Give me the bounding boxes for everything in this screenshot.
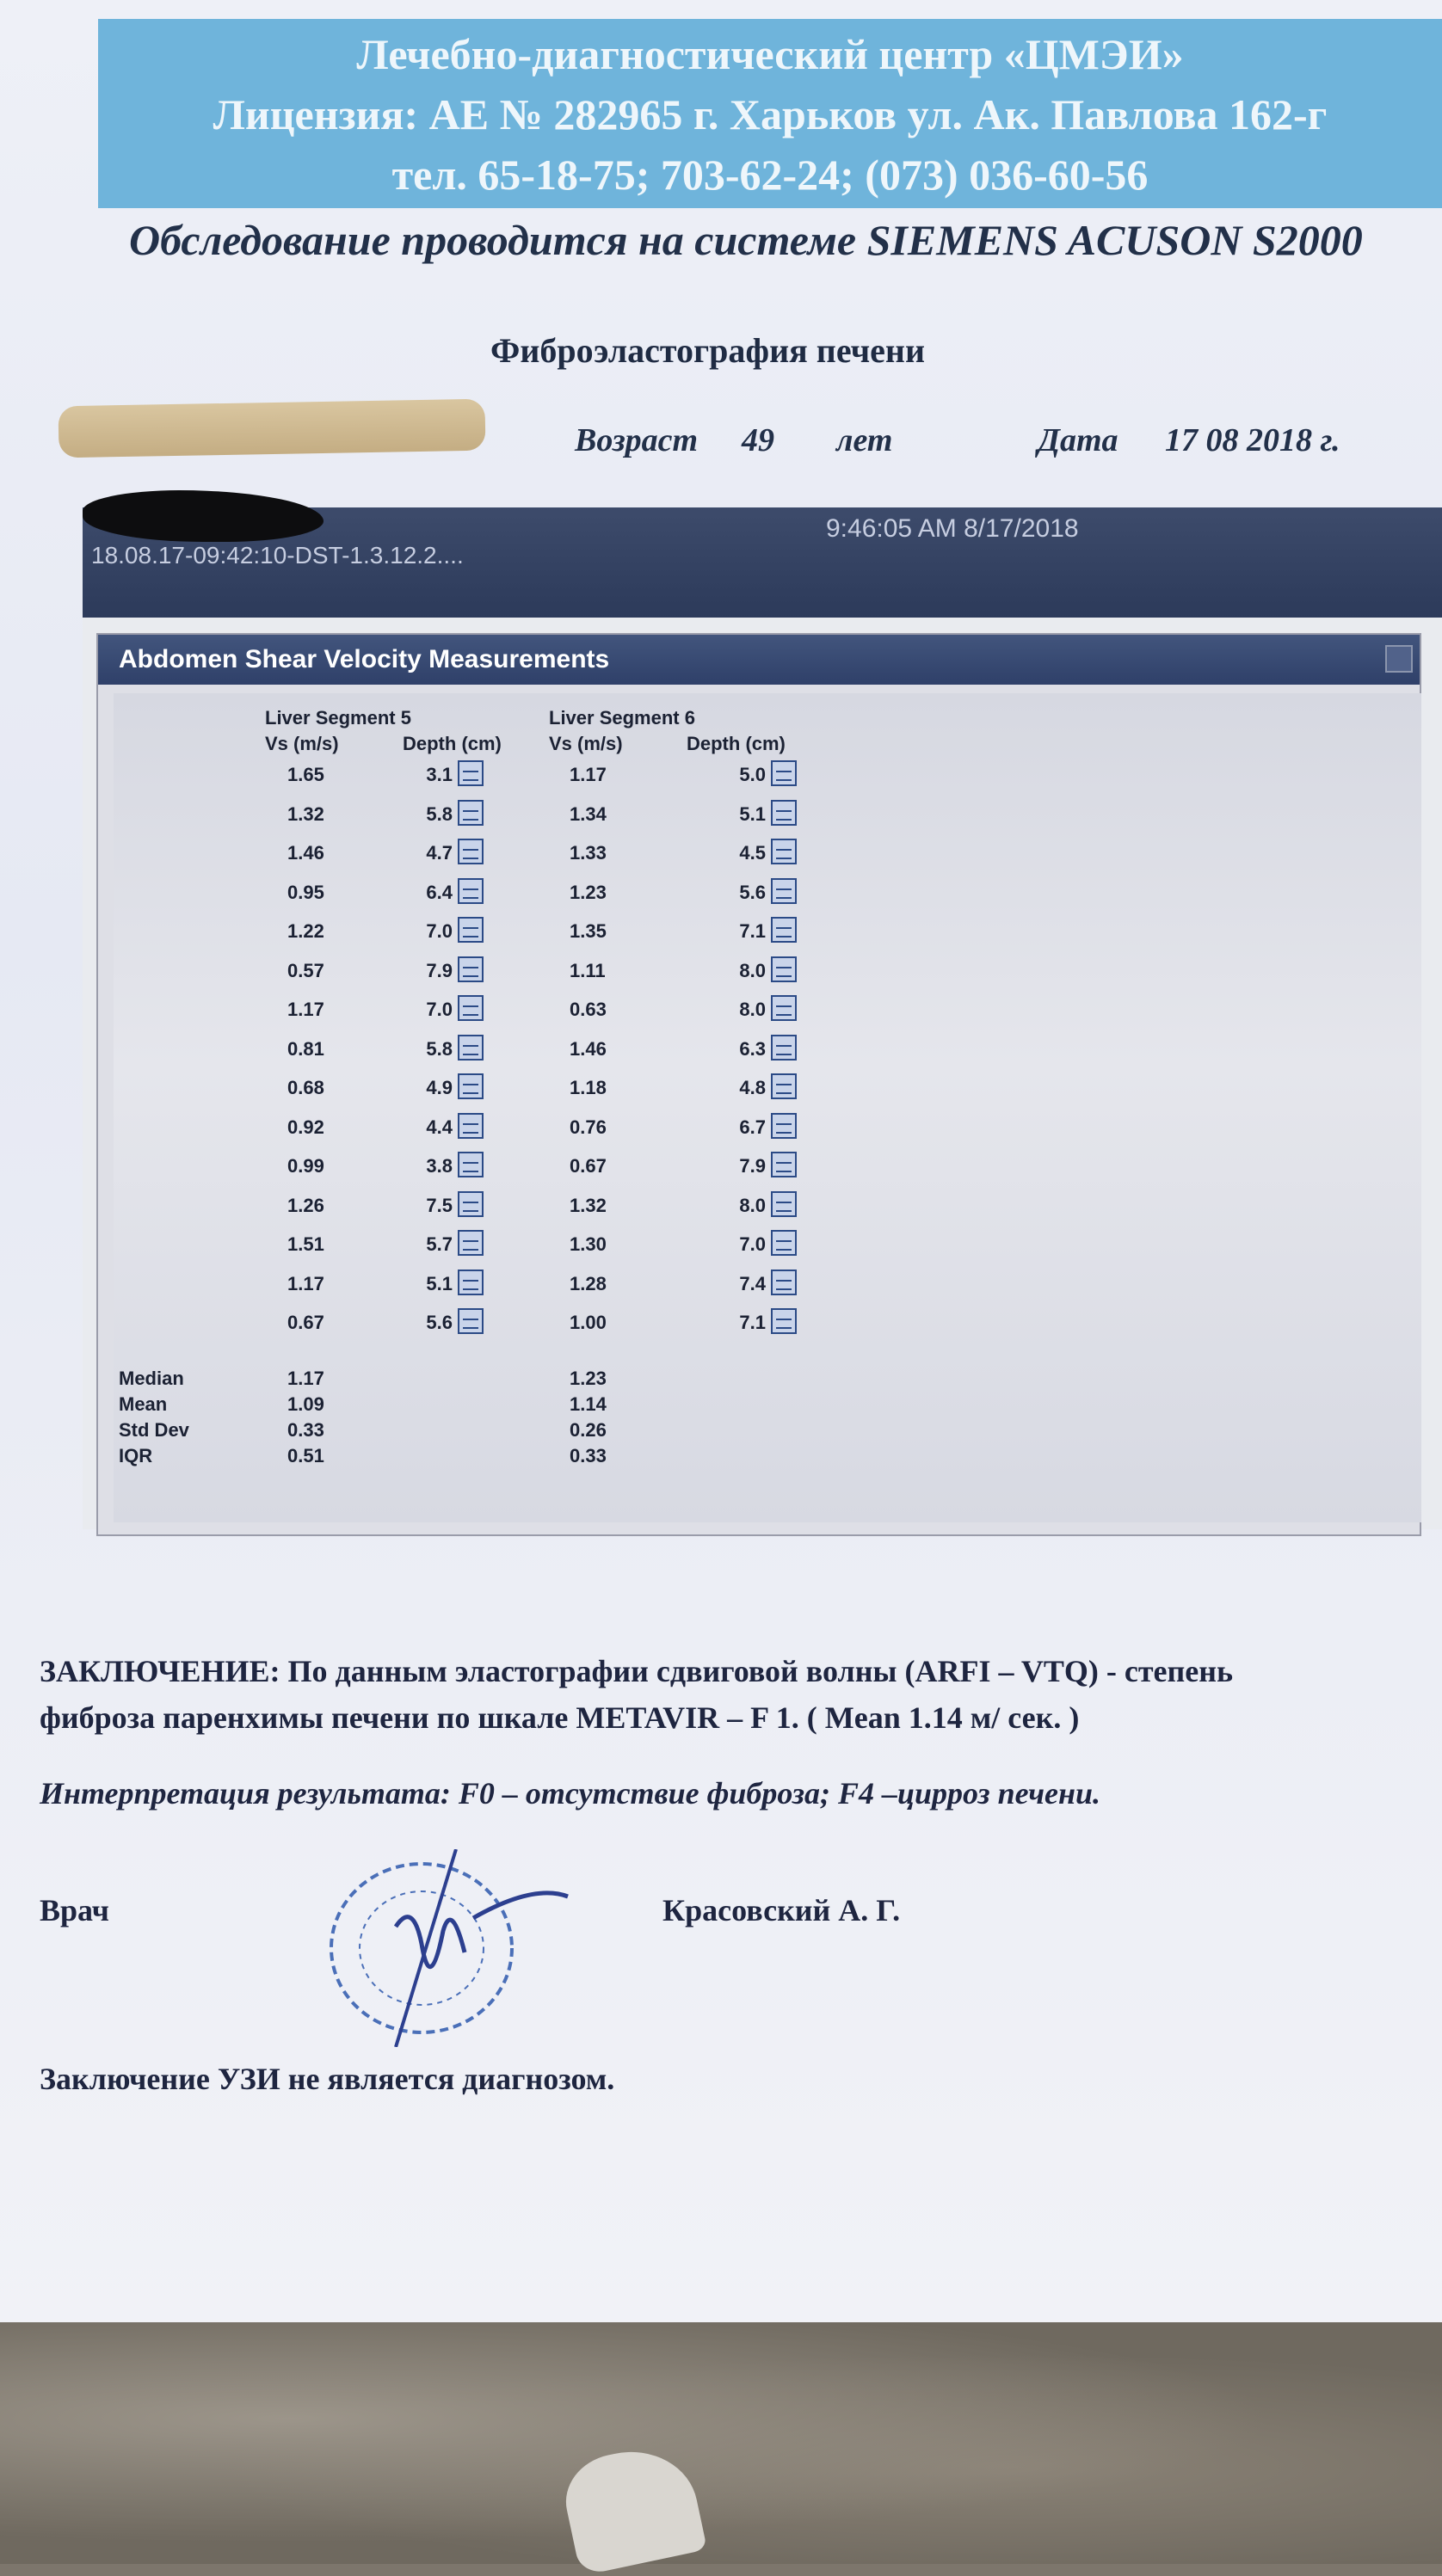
seg6-depth-cell: 6.3 <box>739 1037 766 1060</box>
measurement-image-icon[interactable] <box>771 800 797 826</box>
seg5-vs-cell: 1.22 <box>287 920 324 942</box>
seg5-stat-value: 1.17 <box>287 1368 324 1389</box>
measurement-image-icon[interactable] <box>771 1073 797 1099</box>
measurement-image-icon[interactable] <box>771 917 797 943</box>
seg5-vs-header: Vs (m/s) <box>265 733 339 754</box>
measurement-image-icon[interactable] <box>458 1230 484 1256</box>
conclusion-line-1: ЗАКЛЮЧЕНИЕ: По данным эластографии сдвиговой волны (ARFI – VTQ) - степень <box>40 1654 1234 1688</box>
doctor-label: Врач <box>40 1893 109 1927</box>
seg6-vs-cell: 1.00 <box>570 1312 607 1333</box>
measurement-image-icon[interactable] <box>771 839 797 864</box>
measurement-image-icon[interactable] <box>771 1270 797 1295</box>
clinic-license: Лицензия: АЕ № 282965 г. Харьков ул. Ак. Павлова 162-г <box>213 90 1328 138</box>
age-value: 49 <box>742 422 774 458</box>
measurement-image-icon[interactable] <box>458 917 484 943</box>
seg5-depth-cell: 4.4 <box>426 1116 453 1138</box>
seg5-vs-cell: 1.65 <box>287 764 324 785</box>
measurement-image-icon[interactable] <box>458 1270 484 1295</box>
seg5-depth-cell: 5.7 <box>426 1233 453 1255</box>
seg5-vs-cell: 0.81 <box>287 1037 324 1060</box>
seg5-vs-cell: 0.92 <box>287 1116 324 1138</box>
ground-background <box>0 2322 1442 2564</box>
seg6-vs-cell: 1.33 <box>570 842 607 864</box>
seg6-vs-cell: 1.18 <box>570 1077 607 1098</box>
age-label: Возраст <box>575 422 699 458</box>
seg6-vs-cell: 1.34 <box>570 802 607 825</box>
study-id: 18.08.17-09:42:10-DST-1.3.12.2.... <box>91 542 464 569</box>
measurement-image-icon[interactable] <box>458 760 484 786</box>
measurement-image-icon[interactable] <box>771 1152 797 1177</box>
seg5-depth-cell: 5.8 <box>426 1037 453 1060</box>
seg6-vs-cell: 0.76 <box>570 1116 607 1138</box>
doctor-stamp-signature <box>293 1849 671 2047</box>
system-line: Обследование проводится на системе SIEMENS ACUSON S2000 <box>129 216 1363 264</box>
seg6-depth-cell: 5.6 <box>739 881 766 903</box>
measurement-image-icon[interactable] <box>771 878 797 904</box>
panel-titlebar <box>98 635 1420 685</box>
seg6-depth-cell: 7.1 <box>739 920 766 942</box>
interpretation: Интерпретация результата: F0 – отсутствие фиброза; F4 –цирроз печени. <box>40 1776 1100 1811</box>
seg6-depth-cell: 5.0 <box>739 764 766 785</box>
seg5-depth-cell: 4.9 <box>426 1077 453 1098</box>
measurement-image-icon[interactable] <box>458 1308 484 1334</box>
seg5-depth-cell: 7.9 <box>426 959 453 981</box>
seg6-vs-cell: 1.46 <box>570 1037 607 1060</box>
seg5-vs-cell: 1.46 <box>287 842 324 864</box>
measurement-image-icon[interactable] <box>458 956 484 982</box>
seg6-depth-cell: 8.0 <box>739 959 766 981</box>
seg6-depth-header: Depth (cm) <box>687 733 786 754</box>
seg5-vs-cell: 0.68 <box>287 1077 324 1098</box>
measurement-image-icon[interactable] <box>771 1035 797 1061</box>
stat-label: Mean <box>119 1393 168 1415</box>
seg5-vs-cell: 0.67 <box>287 1312 324 1333</box>
date-value: 17 08 2018 г. <box>1165 422 1340 458</box>
seg5-stat-value: 0.33 <box>287 1419 324 1441</box>
measurement-image-icon[interactable] <box>771 956 797 982</box>
seg5-depth-cell: 7.5 <box>426 1194 453 1216</box>
clinic-phones: тел. 65-18-75; 703-62-24; (073) 036-60-56 <box>391 151 1149 199</box>
seg6-vs-cell: 0.63 <box>570 999 607 1020</box>
seg5-depth-cell: 3.1 <box>426 764 453 785</box>
seg5-depth-cell: 7.0 <box>426 920 453 942</box>
seg5-vs-cell: 1.26 <box>287 1194 324 1216</box>
stat-label: IQR <box>119 1445 153 1466</box>
seg6-stat-value: 0.26 <box>570 1419 607 1441</box>
seg5-stat-value: 0.51 <box>287 1445 324 1466</box>
stat-label: Median <box>119 1368 184 1389</box>
seg6-depth-cell: 8.0 <box>739 1194 766 1216</box>
seg5-depth-cell: 5.1 <box>426 1272 453 1294</box>
seg6-depth-cell: 6.7 <box>739 1116 766 1138</box>
seg5-vs-cell: 1.32 <box>287 802 324 825</box>
measurement-image-icon[interactable] <box>458 1113 484 1139</box>
measurement-image-icon[interactable] <box>458 878 484 904</box>
panel-title: Abdomen Shear Velocity Measurements <box>119 645 610 673</box>
seg6-vs-cell: 1.30 <box>570 1233 607 1255</box>
seg6-depth-cell: 8.0 <box>739 999 766 1020</box>
panel-close-icon[interactable] <box>1385 645 1413 673</box>
seg6-stat-value: 1.14 <box>570 1393 607 1415</box>
measurement-image-icon[interactable] <box>771 1191 797 1217</box>
seg6-vs-cell: 1.28 <box>570 1272 607 1294</box>
doctor-name: Красовский А. Г. <box>662 1893 901 1927</box>
measurement-image-icon[interactable] <box>458 1035 484 1061</box>
seg5-depth-cell: 5.6 <box>426 1312 453 1333</box>
seg5-depth-cell: 4.7 <box>426 842 453 864</box>
age-unit: лет <box>836 422 893 458</box>
seg5-vs-cell: 0.95 <box>287 881 324 903</box>
report-title: Фиброэластография печени <box>490 331 925 370</box>
seg5-vs-cell: 1.17 <box>287 999 324 1020</box>
conclusion-line-2: фиброза паренхимы печени по шкале METAVIR – F 1. ( Mean 1.14 м/ сек. ) <box>40 1700 1080 1735</box>
clinic-name: Лечебно-диагностический центр «ЦМЭИ» <box>356 30 1184 78</box>
seg5-vs-cell: 0.57 <box>287 959 324 981</box>
measurement-image-icon[interactable] <box>458 800 484 826</box>
seg6-vs-cell: 1.17 <box>570 764 607 785</box>
measurement-image-icon[interactable] <box>458 839 484 864</box>
scan-time: 9:46:05 AM 8/17/2018 <box>826 514 1079 543</box>
clinic-header <box>98 19 1442 208</box>
seg5-depth-header: Depth (cm) <box>403 733 502 754</box>
seg5-vs-cell: 1.17 <box>287 1272 324 1294</box>
redaction-blot <box>83 490 324 542</box>
redaction-tape <box>59 399 486 458</box>
stat-label: Std Dev <box>119 1419 189 1441</box>
conclusion <box>40 1648 1442 1741</box>
seg6-stat-value: 1.23 <box>570 1368 607 1389</box>
measurement-image-icon[interactable] <box>771 995 797 1021</box>
seg6-vs-cell: 1.32 <box>570 1194 607 1216</box>
seg5-depth-cell: 3.8 <box>426 1155 453 1177</box>
seg6-depth-cell: 4.8 <box>739 1077 766 1098</box>
measurements-table <box>114 693 1421 1522</box>
seg6-depth-cell: 7.9 <box>739 1155 766 1177</box>
seg6-title: Liver Segment 6 <box>549 707 695 729</box>
seg6-vs-cell: 1.11 <box>570 959 606 981</box>
measurement-image-icon[interactable] <box>458 1152 484 1177</box>
seg6-vs-header: Vs (m/s) <box>549 733 623 754</box>
measurement-image-icon[interactable] <box>771 1113 797 1139</box>
seg5-vs-cell: 0.99 <box>287 1155 324 1177</box>
seg6-depth-cell: 7.4 <box>739 1272 766 1294</box>
seg6-vs-cell: 1.35 <box>570 920 607 942</box>
seg6-depth-cell: 7.1 <box>739 1312 766 1333</box>
date-label: Дата <box>1038 422 1118 458</box>
seg6-vs-cell: 0.67 <box>570 1155 607 1177</box>
seg6-vs-cell: 1.23 <box>570 881 607 903</box>
measurement-image-icon[interactable] <box>458 995 484 1021</box>
seg5-depth-cell: 7.0 <box>426 999 453 1020</box>
measurement-image-icon[interactable] <box>771 1308 797 1334</box>
seg6-stat-value: 0.33 <box>570 1445 607 1466</box>
measurement-image-icon[interactable] <box>771 1230 797 1256</box>
measurement-image-icon[interactable] <box>458 1073 484 1099</box>
measurement-image-icon[interactable] <box>771 760 797 786</box>
seg6-depth-cell: 5.1 <box>739 802 766 825</box>
seg6-depth-cell: 7.0 <box>739 1233 766 1255</box>
measurements-panel <box>96 633 1421 1536</box>
seg5-depth-cell: 5.8 <box>426 802 453 825</box>
seg5-vs-cell: 1.51 <box>287 1233 324 1255</box>
seg6-depth-cell: 4.5 <box>739 842 766 864</box>
measurement-image-icon[interactable] <box>458 1191 484 1217</box>
seg5-depth-cell: 6.4 <box>426 881 453 903</box>
seg5-stat-value: 1.09 <box>287 1393 324 1415</box>
seg5-title: Liver Segment 5 <box>265 707 411 729</box>
footer-note: Заключение УЗИ не является диагнозом. <box>40 2062 615 2096</box>
